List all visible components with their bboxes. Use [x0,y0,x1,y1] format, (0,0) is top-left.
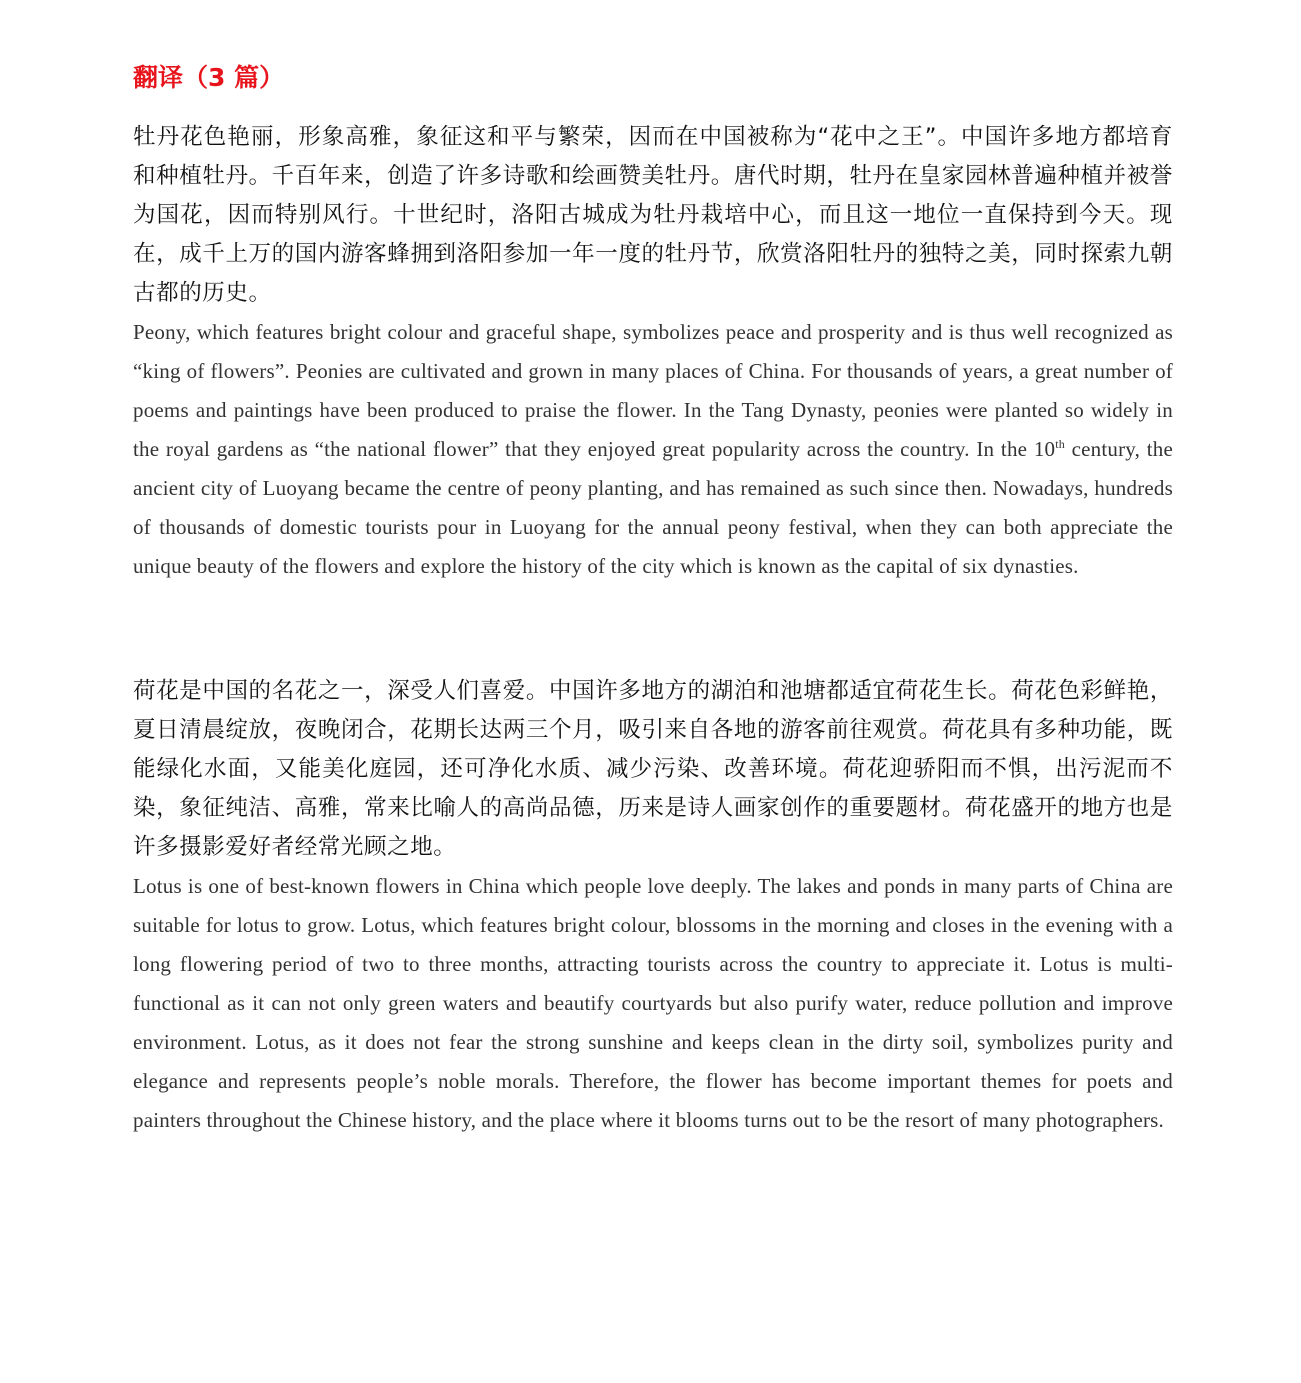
english-text-part: century, the ancient city of Luoyang became the centre of peony planting, and has remained as such since then. Nowadays, hundreds of thousands of domestic tourists pour in Luoyang for the annual peony festival, when they can both appreciate the unique beauty of the flowers and explore the history of the city which is known as the capital of six dynasties. [133,437,1173,578]
document-page [133,58,1173,1140]
english-paragraph: Lotus is one of best-known flowers in China which people love deeply. The lakes and ponds in many parts of China are suitable for lotus to grow. Lotus, which features bright colour, blossoms in the morning and closes in the evening with a long flowering period of two to three months, attracting tourists across the country to appreciate it. Lotus is multi-functional as it can not only green waters and beautify courtyards but also purify water, reduce pollution and improve environment. Lotus, as it does not fear the strong sunshine and keeps clean in the dirty soil, symbolizes purity and elegance and represents people’s noble morals. Therefore, the flower has become important themes for poets and painters throughout the Chinese history, and the place where it blooms turns out to be the resort of many photographers. [133,874,1173,1132]
ordinal-superscript: th [1055,437,1065,451]
chinese-paragraph: 牡丹花色艳丽，形象高雅，象征这和平与繁荣，因而在中国被称为“花中之王”。中国许多地方都培育和种植牡丹。千百年来，创造了许多诗歌和绘画赞美牡丹。唐代时期，牡丹在皇家园林普遍种植并被誉为国花，因而特别风行。十世纪时，洛阳古城成为牡丹栽培中心，而且这一地位一直保持到今天。现在，成千上万的国内游客蜂拥到洛阳参加一年一度的牡丹节，欣赏洛阳牡丹的独特之美，同时探索九朝古都的历史。 [133,124,1173,306]
chinese-paragraph: 荷花是中国的名花之一，深受人们喜爱。中国许多地方的湖泊和池塘都适宜荷花生长。荷花色彩鲜艳，夏日清晨绽放，夜晚闭合，花期长达两三个月，吸引来自各地的游客前往观赏。荷花具有多种功能，既能绿化水面，又能美化庭园，还可净化水质、减少污染、改善环境。荷花迎骄阳而不惧，出污泥而不染，象征纯洁、高雅，常来比喻人的高尚品德，历来是诗人画家创作的重要题材。荷花盛开的地方也是许多摄影爱好者经常光顾之地。 [133,678,1173,860]
passage-lotus [133,672,1173,1140]
english-paragraph [133,313,1173,586]
english-text-part: Peony, which features bright colour and graceful shape, symbolizes peace and prosperity and is thus well recognized as “king of flowers”. Peonies are cultivated and grown in many places of China. For thousands of years, a great number of poems and paintings have been produced to praise the flower. In the Tang Dynasty, peonies were planted so widely in the royal gardens as “the national flower” that they enjoyed great popularity across the country. In the 10 [133,320,1173,461]
passage-peony [133,118,1173,586]
section-title: 翻译（3 篇） [133,63,285,92]
